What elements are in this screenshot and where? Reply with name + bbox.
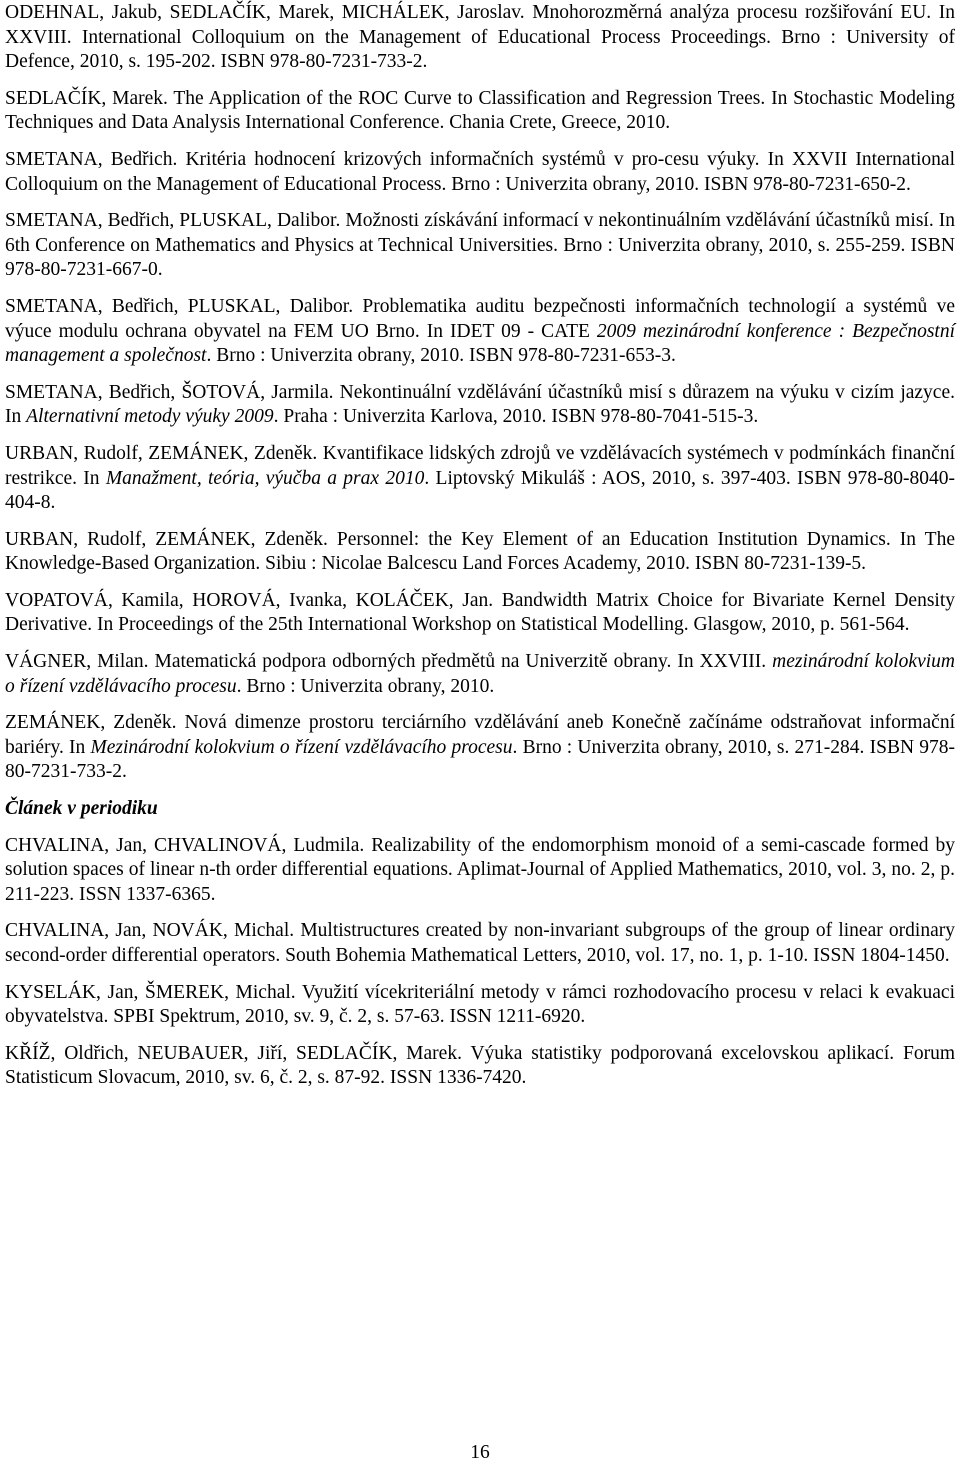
reference-text: SEDLAČÍK, Marek. The Application of the ROC Curve to Classification and Regression Trees. In Stochastic Modeling Techniques and Data Analysis International Conference. Chania Crete, Greece, 2010. — [5, 87, 955, 134]
reference-entry — [5, 919, 955, 968]
reference-entry — [5, 442, 955, 516]
reference-text: URBAN, Rudolf, ZEMÁNEK, Zdeněk. Personnel: the Key Element of an Education Institution Dynamics. In The Knowledge-Based Organization. Sibiu : Nicolae Balcescu Land Forces Academy, 2010. ISBN 80-7231-139-5. — [5, 528, 955, 575]
reference-text: SMETANA, Bedřich, ŠOTOVÁ, Jarmila. Nekontinuální vzdělávání účastníků misí s důrazem na výuku v cizím jazyce. In — [5, 381, 955, 428]
reference-text: KYSELÁK, Jan, ŠMEREK, Michal. Využití vícekriteriální metody v rámci rozhodovacího procesu v relaci k evakuaci obyvatelstva. SPBI Spektrum, 2010, sv. 9, č. 2, s. 57-63. ISSN 1211-6920. — [5, 981, 955, 1028]
reference-entry — [5, 1, 955, 75]
section-heading: Článek v periodiku — [5, 798, 158, 820]
reference-text: . Praha : Univerzita Karlova, 2010. ISBN 978-80-7041-515-3. — [273, 406, 759, 428]
reference-text: CHVALINA, Jan, NOVÁK, Michal. Multistructures created by non-invariant subgroups of the group of linear ordinary second-order differential operators. South Bohemia Mathematical Letters, 2010, vol. 17, no. 1, p. 1-10. ISSN 1804-1450. — [5, 920, 955, 966]
reference-entry — [5, 834, 955, 908]
references-list-conference — [5, 1, 955, 785]
reference-title-italic: mezinárodní kolokvium o řízení vzdělávacího procesu — [5, 651, 955, 697]
reference-title-italic: Mezinárodní kolokvium o řízení vzdělávacího procesu — [90, 736, 513, 758]
reference-text: SMETANA, Bedřich, PLUSKAL, Dalibor. Možnosti získávání informací v nekontinuálním vzdělávání účastníků misí. In 6th Conference on Mathematics and Physics at Technical Universities. Brno : Univerzita obrany, 2010, s. 255-259. ISBN 978-80-7231-667-0. — [5, 210, 955, 281]
reference-text: . Liptovský Mikuláš : AOS, 2010, s. 397-403. ISBN 978-80-8040-404-8. — [5, 467, 955, 514]
reference-text: SMETANA, Bedřich, PLUSKAL, Dalibor. Problematika auditu bezpečnosti informačních technologií a systémů ve výuce modulu ochrana obyvatel na FEM UO Brno. In IDET 09 - CATE — [5, 295, 955, 342]
document-page — [5, 0, 955, 1103]
reference-text: ODEHNAL, Jakub, SEDLAČÍK, Marek, MICHÁLEK, Jaroslav. Mnohorozměrná analýza procesu rozšiřování EU. In XXVIII. International Colloquium on the Management of Educational Process Proceedings. Brno : University of Defence, 2010, s. 195-202. ISBN 978-80-7231-733-2. — [5, 2, 955, 73]
reference-text: . Brno : Univerzita obrany, 2010. ISBN 978-80-7231-653-3. — [206, 345, 676, 367]
reference-entry — [5, 589, 955, 638]
reference-entry — [5, 381, 955, 430]
reference-text: KŘÍŽ, Oldřich, NEUBAUER, Jiří, SEDLAČÍK, Marek. Výuka statistiky podporovaná excelovskou aplikací. Forum Statisticum Slovacum, 2010, sv. 6, č. 2, s. 87-92. ISSN 1336-7420. — [5, 1042, 955, 1089]
reference-title-italic: Alternativní metody výuky 2009 — [26, 406, 274, 428]
reference-text: . Brno : Univerzita obrany, 2010, s. 271-284. ISBN 978-80-7231-733-2. — [5, 736, 955, 783]
reference-text: URBAN, Rudolf, ZEMÁNEK, Zdeněk. Kvantifikace lidských zdrojů ve vzdělávacích systémech v podmínkách finanční restrikce. In — [5, 442, 955, 489]
reference-entry — [5, 295, 955, 369]
reference-entry — [5, 1042, 955, 1091]
reference-entry — [5, 209, 955, 283]
reference-entry — [5, 148, 955, 197]
reference-text: SMETANA, Bedřich. Kritéria hodnocení krizových informačních systémů v pro-cesu výuky. In XXVII International Colloquium on the Management of Educational Process. Brno : Univerzita obrany, 2010. ISBN 978-80-7231-650-2. — [5, 148, 955, 195]
reference-text: VOPATOVÁ, Kamila, HOROVÁ, Ivanka, KOLÁČEK, Jan. Bandwidth Matrix Choice for Bivariate Kernel Density Derivative. In Proceedings of the 25th International Workshop on Statistical Modelling. Glasgow, 2010, p. 561-564. — [5, 589, 955, 636]
reference-title-italic: Manažment, teória, výučba a prax 2010 — [105, 467, 425, 489]
reference-entry — [5, 87, 955, 136]
reference-text: CHVALINA, Jan, CHVALINOVÁ, Ludmila. Realizability of the endomorphism monoid of a semi-cascade formed by solution spaces of linear n-th order differential equations. Aplimat-Journal of Applied Mathematics, 2010, vol. 3, no. 2, p. 211-223. ISSN 1337-6365. — [5, 834, 955, 905]
reference-text: VÁGNER, Milan. Matematická podpora odborných předmětů na Univerzitě obrany. In XXVIII. — [5, 651, 773, 673]
page-number: 16 — [470, 1442, 490, 1463]
reference-entry — [5, 981, 955, 1030]
references-list-periodical — [5, 834, 955, 1091]
reference-text: . Brno : Univerzita obrany, 2010. — [236, 675, 495, 697]
reference-entry — [5, 528, 955, 577]
reference-text: ZEMÁNEK, Zdeněk. Nová dimenze prostoru terciárního vzdělávání aneb Konečně začínáme odstraňovat informační bariéry. In — [5, 712, 955, 758]
reference-entry — [5, 650, 955, 699]
reference-entry — [5, 711, 955, 785]
reference-title-italic: 2009 mezinárodní konference : Bezpečnostní management a společnost — [5, 320, 955, 367]
